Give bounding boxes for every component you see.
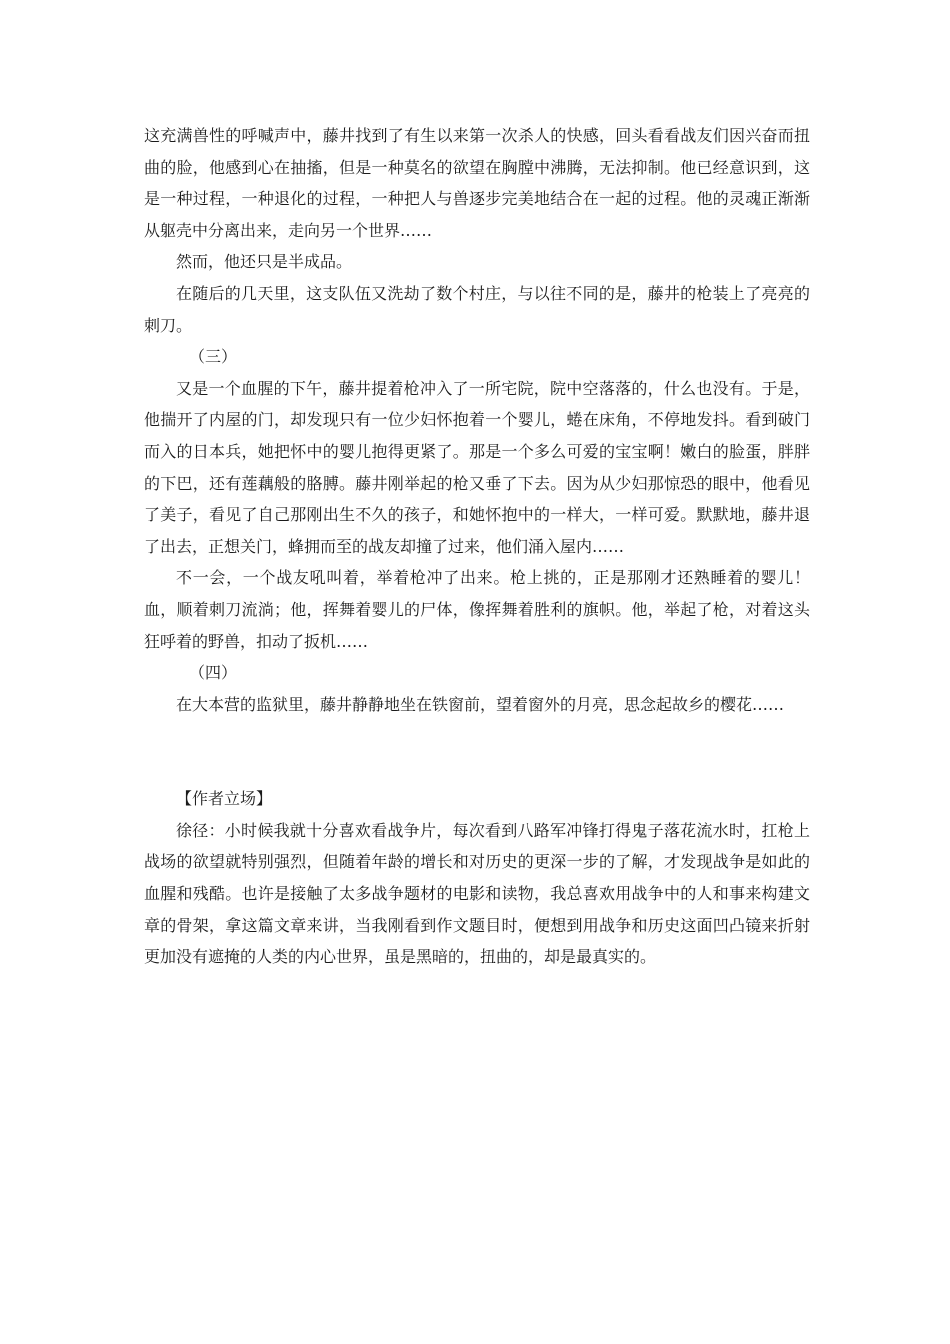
section-gap — [144, 720, 810, 783]
paragraph-prison: 在大本营的监狱里，藤井静静地坐在铁窗前，望着窗外的月亮，思念起故乡的樱花…… — [176, 694, 785, 714]
section-heading-4: （四） — [189, 663, 238, 683]
paragraph-story-continuation: 这充满兽性的呼喊声中，藤井找到了有生以来第一次杀人的快感，回头看看战友们因兴奋而扭曲的脸，他感到心在抽搐，但是一种莫名的欲望在胸膛中沸腾，无法抑制。他已经意识到，这是一种过程，一种退化的过程，一种把人与兽逐步完美地结合在一起的过程。他的灵魂正渐渐从躯壳中分离出来，走向另一个世界…… — [144, 126, 810, 240]
paragraph-half-finished: 然而，他还只是半成品。 — [176, 252, 353, 272]
paragraph-bloody-afternoon: 又是一个血腥的下午，藤井提着枪冲入了一所宅院，院中空落落的，什么也没有。于是，他揣开了内屋的门，却发现只有一位少妇怀抱着一个婴儿，蜷在床角，不停地发抖。看到破门而入的日本兵，她把怀中的婴儿抱得更紧了。那是一个多么可爱的宝宝啊！嫩白的脸蛋，胖胖的下巴，还有莲藕般的胳膊。藤井刚举起的枪又垂了下去。因为从少妇那惊恐的眼中，他看见了美子，看见了自己那刚出生不久的孩子，和她怀抱中的一样大，一样可爱。默默地，藤井退了出去，正想关门，蜂拥而至的战友却撞了过来，他们涌入屋内…… — [144, 378, 810, 556]
paragraph-author-statement: 徐径：小时候我就十分喜欢看战争片，每次看到八路军冲锋打得鬼子落花流水时，扛枪上战场的欲望就特别强烈，但随着年龄的增长和对历史的更深一步的了解，才发现战争是如此的血腥和残酷。也许是接触了太多战争题材的电影和读物，我总喜欢用战争中的人和事来构建文章的骨架，拿这篇文章来讲，当我刚看到作文题目时，便想到用战争和历史这面凹凸镜来折射更加没有遮掩的人类的内心世界，虽是黑暗的，扭曲的，却是最真实的。 — [144, 820, 810, 967]
paragraph-soldier-shouting: 不一会，一个战友吼叫着，举着枪冲了出来。枪上挑的，正是那刚才还熟睡着的婴儿！血，顺着刺刀流淌；他，挥舞着婴儿的尸体，像挥舞着胜利的旗帜。他，举起了枪，对着这头狂呼着的野兽，扣动了扳机…… — [144, 568, 810, 651]
paragraph-following-days: 在随后的几天里，这支队伍又洗劫了数个村庄，与以往不同的是，藤井的枪装上了亮亮的刺刀。 — [144, 283, 810, 335]
document-body — [144, 120, 810, 973]
author-stance-heading: 【作者立场】 — [176, 789, 273, 809]
section-heading-3: （三） — [189, 347, 238, 367]
